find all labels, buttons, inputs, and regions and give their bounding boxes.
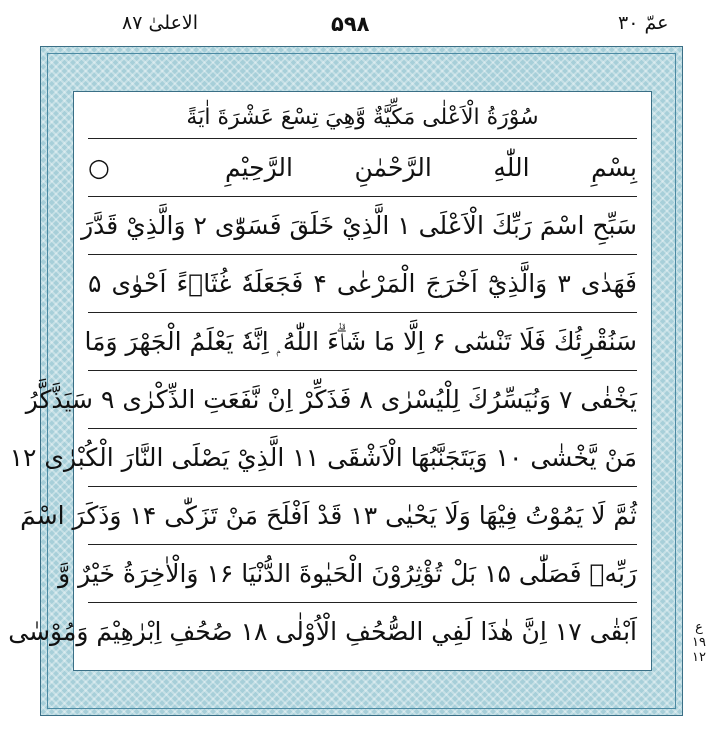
verse-line: فَهَدٰى ۳ وَالَّذِيْٓ اَخْرَجَ الْمَرْعٰى ۴ فَجَعَلَهٗ غُثَاۗءً اَحْوٰى ۵ — [88, 254, 637, 313]
verse-line: سَنُقْرِئُكَ فَلَا تَنْسٰٓى ۶ اِلَّا مَا شَاۗءَ اللّٰهُ ۭ اِنَّهٗ يَعْلَمُ الْجَهْرَ وَمَا — [88, 312, 637, 371]
surah-title-heading: سُوْرَةُ الْاَعْلٰى مَكِّيَّةٌ وَّهِيَ تِسْعَ عَشْرَةَ اٰيَةً — [186, 105, 539, 130]
decorative-border-frame — [8, 46, 683, 716]
page-number: ۵۹۸ — [331, 12, 370, 36]
page-header — [0, 0, 719, 46]
verse-line: سَبِّحِ اسْمَ رَبِّكَ الْاَعْلَى ۱ الَّذِيْ خَلَقَ فَسَوّٰى ۲ وَالَّذِيْ قَدَّرَ — [88, 196, 637, 255]
para-label: عمّ ۳۰ — [618, 12, 669, 34]
verse-line: اَبْقٰى ۱۷ اِنَّ هٰذَا لَفِي الصُّحُفِ الْاُوْلٰى ۱۸ صُحُفِ اِبْرٰهِيْمَ وَمُوْسٰى — [88, 602, 637, 661]
verse-line: رَبِّهٖ فَصَلّٰى ۱۵ بَلْ تُؤْثِرُوْنَ الْحَيٰوةَ الدُّنْيَا ۱۶ وَالْاٰخِرَةُ خَيْرٌ وَّ — [88, 544, 637, 603]
line-bismillah: بِسْمِ اللّٰهِ الرَّحْمٰنِ الرَّحِيْمِ ○ — [88, 138, 637, 197]
surah-name-label: الاعلیٰ ۸۷ — [122, 12, 199, 34]
verse-line: مَنْ يَّخْشٰى ۱۰ وَيَتَجَنَّبُهَا الْاَشْقَى ۱۱ الَّذِيْ يَصْلَى النَّارَ الْكُبْرٰى ۱۲ — [88, 428, 637, 487]
verse-line: ثُمَّ لَا يَمُوْتُ فِيْهَا وَلَا يَحْيٰى ۱۳ قَدْ اَفْلَحَ مَنْ تَزَكّٰى ۱۴ وَذَكَرَ اسْمَ — [88, 486, 637, 545]
verse-line: يَخْفٰى ۷ وَنُيَسِّرُكَ لِلْيُسْرٰى ۸ فَذَكِّرْ اِنْ نَّفَعَتِ الذِّكْرٰى ۹ سَيَذَّكَّرُ — [88, 370, 637, 429]
ruku-margin-marker: ع ۱۹ ۱۲ — [692, 620, 706, 665]
text-panel — [8, 91, 652, 671]
